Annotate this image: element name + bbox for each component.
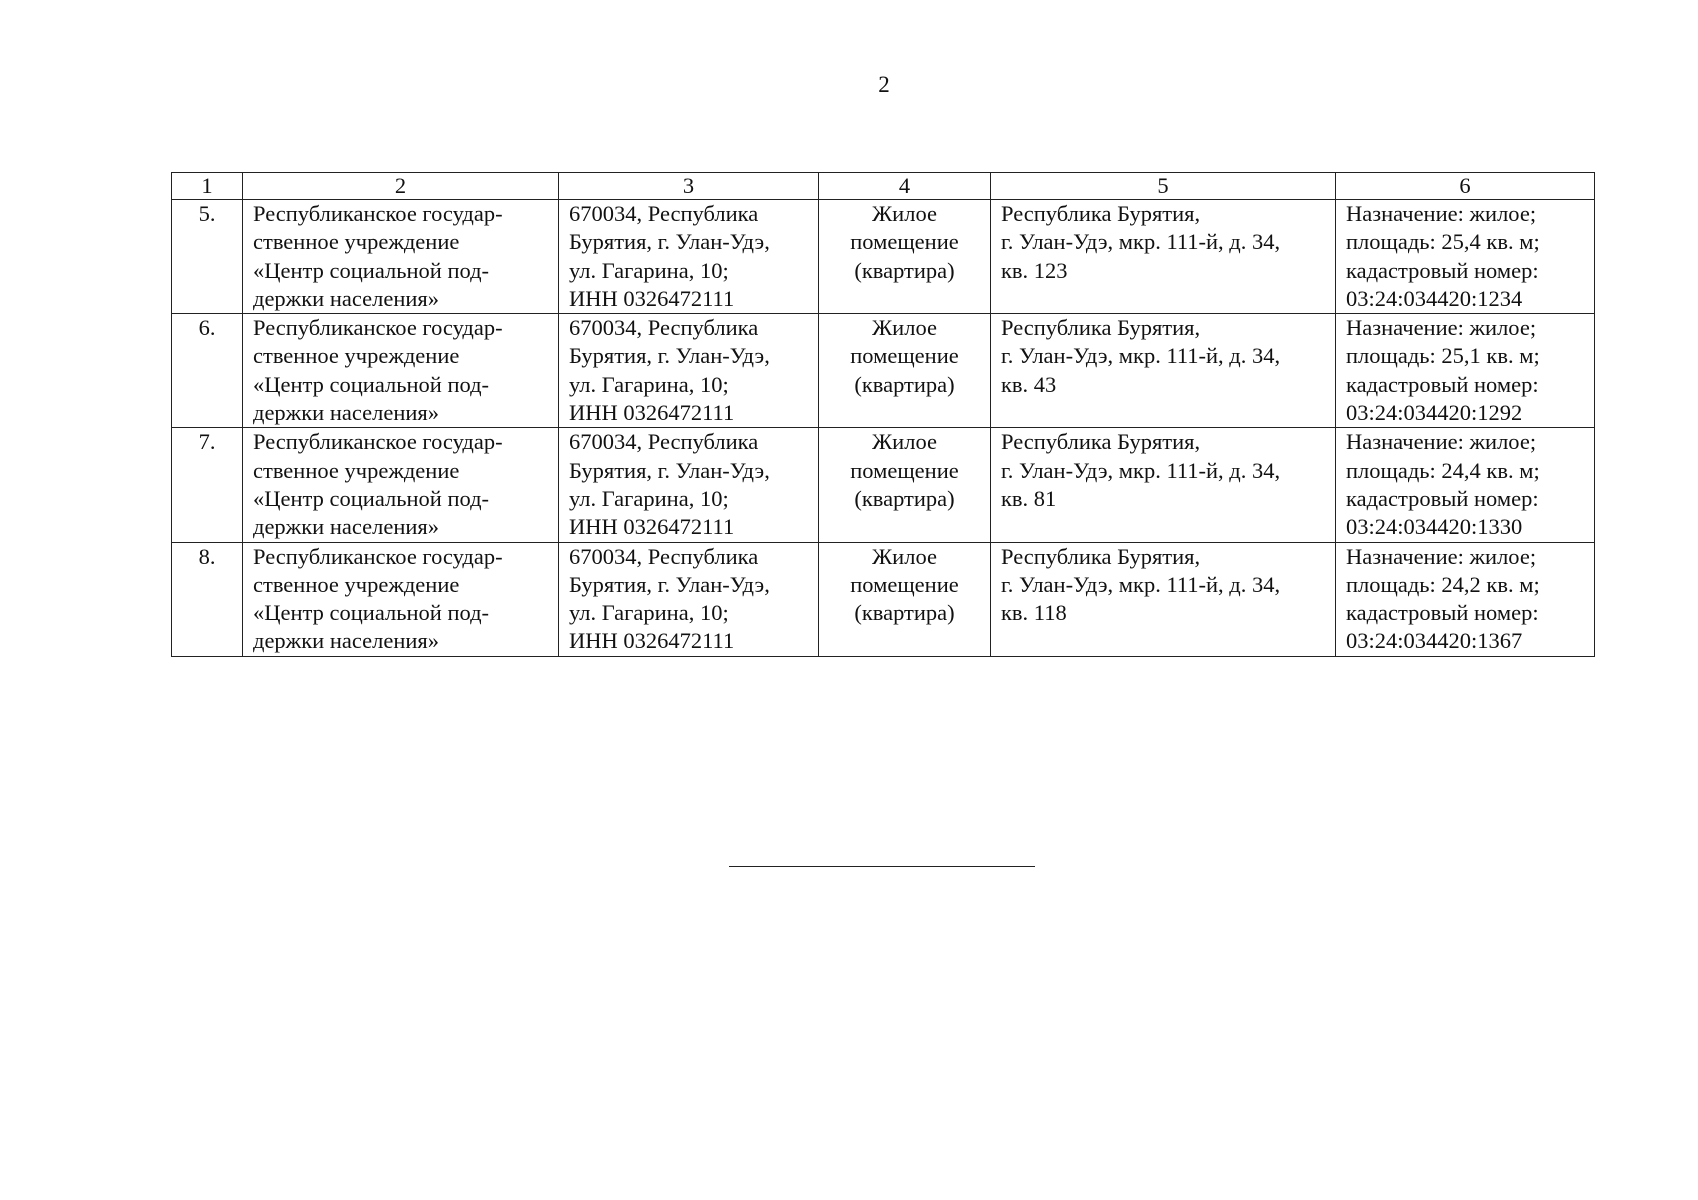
cell-text-line: Республика Бурятия, [1001, 543, 1201, 569]
cell-text-line: держки населения» [253, 514, 439, 540]
address-cell [559, 314, 819, 428]
cell-text-line: (квартира) [854, 371, 955, 397]
cell-text-line: (квартира) [854, 257, 955, 283]
cell-text-line: Бурятия, г. Улан-Удэ, [569, 229, 770, 255]
table-row [172, 428, 1595, 542]
cell-text-line: Республиканское государ- [253, 543, 503, 569]
cell-text-line: Жилое [872, 543, 937, 569]
cell-text-line: помещение [850, 343, 959, 369]
location-cell [991, 542, 1336, 656]
cell-text-line: площадь: 25,1 кв. м; [1346, 343, 1540, 369]
cell-text-line: Республика Бурятия, [1001, 315, 1201, 341]
column-header: 6 [1336, 173, 1595, 200]
row-number-cell: 8. [172, 542, 243, 656]
cell-text-line: 670034, Республика [569, 429, 759, 455]
cell-text-line: 03:24:034420:1330 [1346, 514, 1523, 540]
cell-text-line: помещение [850, 571, 959, 597]
cell-text-line: «Центр социальной под- [253, 485, 490, 511]
description-cell [1336, 542, 1595, 656]
cell-text-line: Назначение: жилое; [1346, 315, 1537, 341]
organization-cell [243, 314, 559, 428]
cell-text-line: ул. Гагарина, 10; [569, 257, 729, 283]
cell-text-line: Жилое [872, 201, 937, 226]
cell-text-line: Назначение: жилое; [1346, 429, 1537, 455]
cell-text-line: площадь: 24,4 кв. м; [1346, 457, 1540, 483]
cell-text-line: площадь: 24,2 кв. м; [1346, 571, 1540, 597]
cell-text-line: помещение [850, 457, 959, 483]
cell-text-line: кадастровый номер: [1346, 257, 1539, 283]
column-header: 5 [991, 173, 1336, 200]
cell-text-line: Республиканское государ- [253, 201, 503, 226]
column-header: 3 [559, 173, 819, 200]
description-cell [1336, 314, 1595, 428]
cell-text-line: 03:24:034420:1367 [1346, 628, 1523, 654]
cell-text-line: кв. 81 [1001, 485, 1057, 511]
cell-text-line: кв. 43 [1001, 371, 1057, 397]
cell-text-line: Бурятия, г. Улан-Удэ, [569, 571, 770, 597]
cell-text-line: г. Улан-Удэ, мкр. 111-й, д. 34, [1001, 571, 1281, 597]
address-cell [559, 428, 819, 542]
table-header-row [172, 173, 1595, 200]
cell-text-line: ственное учреждение [253, 229, 460, 255]
cell-text-line: кв. 123 [1001, 257, 1068, 283]
cell-text-line: ственное учреждение [253, 457, 460, 483]
table-row [172, 200, 1595, 314]
property-type-cell [819, 428, 991, 542]
cell-text-line: Республика Бурятия, [1001, 429, 1201, 455]
property-table [171, 172, 1595, 657]
property-type-cell [819, 200, 991, 314]
row-number-cell: 5. [172, 200, 243, 314]
cell-text-line: Бурятия, г. Улан-Удэ, [569, 343, 770, 369]
cell-text-line: Бурятия, г. Улан-Удэ, [569, 457, 770, 483]
cell-text-line: ИНН 0326472111 [569, 514, 735, 540]
row-number-cell: 7. [172, 428, 243, 542]
cell-text-line: «Центр социальной под- [253, 371, 490, 397]
cell-text-line: Назначение: жилое; [1346, 201, 1537, 226]
property-type-cell [819, 542, 991, 656]
cell-text-line: (квартира) [854, 485, 955, 511]
address-cell [559, 200, 819, 314]
organization-cell [243, 428, 559, 542]
cell-text-line: помещение [850, 229, 959, 255]
column-header: 1 [172, 173, 243, 200]
cell-text-line: держки населения» [253, 628, 439, 654]
description-cell [1336, 428, 1595, 542]
cell-text-line: г. Улан-Удэ, мкр. 111-й, д. 34, [1001, 343, 1281, 369]
cell-text-line: ИНН 0326472111 [569, 400, 735, 426]
cell-text-line: ул. Гагарина, 10; [569, 485, 729, 511]
cell-text-line: (квартира) [854, 600, 955, 626]
cell-text-line: держки населения» [253, 285, 439, 311]
cell-text-line: Республиканское государ- [253, 315, 503, 341]
cell-text-line: «Центр социальной под- [253, 600, 490, 626]
cell-text-line: ул. Гагарина, 10; [569, 371, 729, 397]
column-header: 2 [243, 173, 559, 200]
cell-text-line: Жилое [872, 429, 937, 455]
cell-text-line: 670034, Республика [569, 315, 759, 341]
cell-text-line: кадастровый номер: [1346, 485, 1539, 511]
cell-text-line: площадь: 25,4 кв. м; [1346, 229, 1540, 255]
cell-text-line: 03:24:034420:1234 [1346, 285, 1523, 311]
cell-text-line: 670034, Республика [569, 201, 759, 226]
cell-text-line: Назначение: жилое; [1346, 543, 1537, 569]
address-cell [559, 542, 819, 656]
cell-text-line: держки населения» [253, 400, 439, 426]
cell-text-line: ственное учреждение [253, 343, 460, 369]
cell-text-line: г. Улан-Удэ, мкр. 111-й, д. 34, [1001, 229, 1281, 255]
cell-text-line: Республика Бурятия, [1001, 201, 1201, 226]
cell-text-line: кадастровый номер: [1346, 600, 1539, 626]
cell-text-line: Жилое [872, 315, 937, 341]
cell-text-line: 03:24:034420:1292 [1346, 400, 1523, 426]
cell-text-line: «Центр социальной под- [253, 257, 490, 283]
location-cell [991, 314, 1336, 428]
cell-text-line: ственное учреждение [253, 571, 460, 597]
cell-text-line: кв. 118 [1001, 600, 1067, 626]
location-cell [991, 200, 1336, 314]
cell-text-line: 670034, Республика [569, 543, 759, 569]
table-row [172, 314, 1595, 428]
separator-line [729, 866, 1035, 867]
cell-text-line: Республиканское государ- [253, 429, 503, 455]
location-cell [991, 428, 1336, 542]
cell-text-line: ИНН 0326472111 [569, 628, 735, 654]
property-type-cell [819, 314, 991, 428]
organization-cell [243, 200, 559, 314]
column-header: 4 [819, 173, 991, 200]
cell-text-line: ул. Гагарина, 10; [569, 600, 729, 626]
row-number-cell: 6. [172, 314, 243, 428]
cell-text-line: г. Улан-Удэ, мкр. 111-й, д. 34, [1001, 457, 1281, 483]
page-number: 2 [878, 72, 890, 97]
description-cell [1336, 200, 1595, 314]
cell-text-line: кадастровый номер: [1346, 371, 1539, 397]
cell-text-line: ИНН 0326472111 [569, 285, 735, 311]
organization-cell [243, 542, 559, 656]
table-row [172, 542, 1595, 656]
